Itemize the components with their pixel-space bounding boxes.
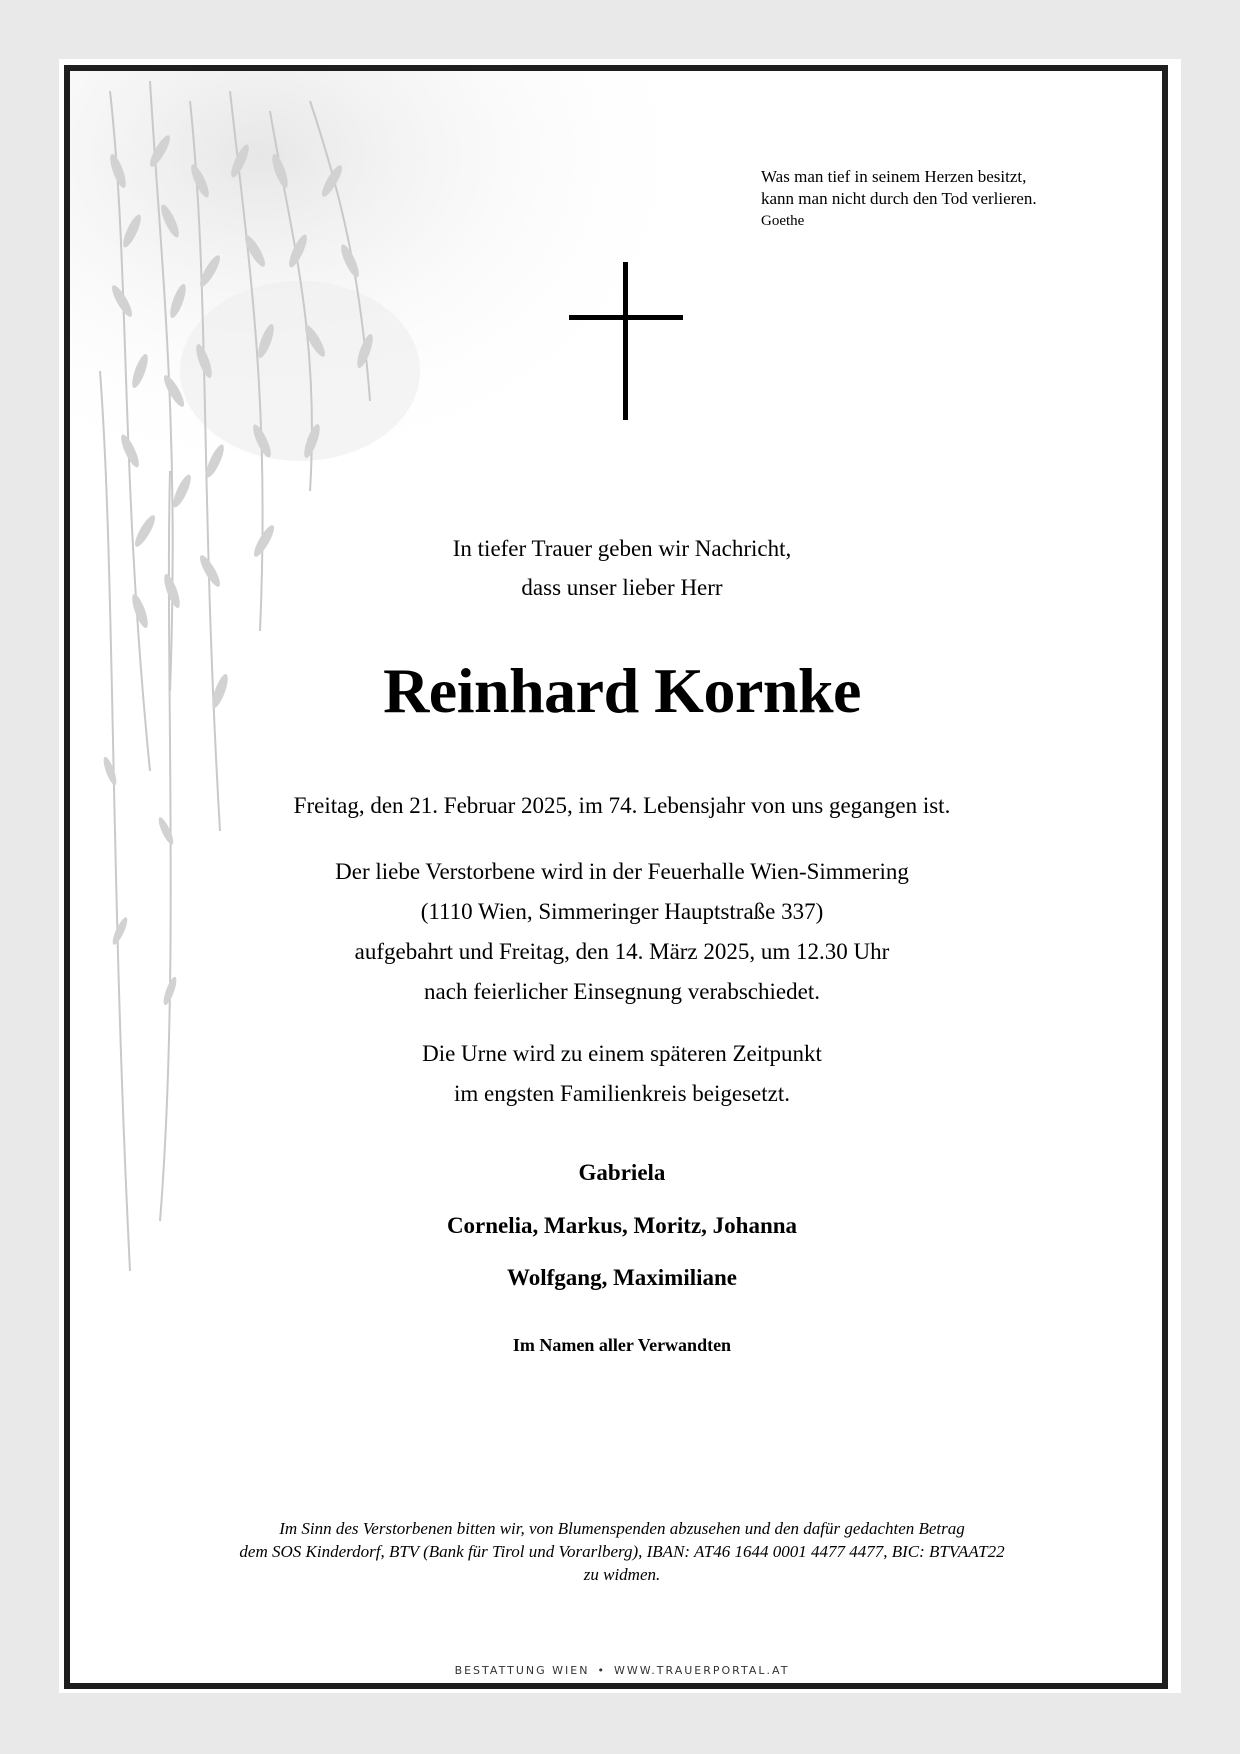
footer-separator: • (597, 1664, 606, 1677)
deceased-name: Reinhard Kornke (383, 655, 861, 726)
mourner-line: Cornelia, Markus, Moritz, Johanna (446, 1213, 798, 1238)
intro-text (70, 529, 1168, 607)
quote-author: Goethe (761, 213, 805, 229)
quote-line-2: kann man nicht durch den Tod verlieren. (761, 189, 1037, 208)
urn-line: Die Urne wird zu einem späteren Zeitpunkt (422, 1041, 822, 1066)
goethe-quote (761, 166, 1121, 232)
donation-line: dem SOS Kinderdorf, BTV (Bank für Tirol und Vorarlberg), IBAN: AT46 1644 0001 4477 4477, BIC: BTVAAT22 (239, 1542, 1005, 1561)
urn-details (70, 1034, 1168, 1114)
ceremony-line: (1110 Wien, Simmeringer Hauptstraße 337) (420, 899, 824, 924)
ceremony-line: nach feierlicher Einsegnung verabschiedet. (424, 979, 820, 1004)
ceremony-details (70, 852, 1168, 1012)
ceremony-line: aufgebahrt und Freitag, den 14. März 2025, um 12.30 Uhr (354, 939, 890, 964)
intro-line-2: dass unser lieber Herr (521, 575, 723, 600)
obituary-frame (64, 65, 1168, 1689)
quote-line-1: Was man tief in seinem Herzen besitzt, (761, 167, 1027, 186)
footer-company: BESTATTUNG WIEN (454, 1664, 590, 1677)
footer-website-link[interactable]: WWW.TRAUERPORTAL.AT (613, 1664, 790, 1677)
donation-line: zu widmen. (583, 1565, 661, 1584)
intro-line-1: In tiefer Trauer geben wir Nachricht, (452, 536, 792, 561)
donation-line: Im Sinn des Verstorbenen bitten wir, von Blumenspenden abzusehen und den dafür gedachten Betrag (279, 1519, 965, 1538)
ceremony-line: Der liebe Verstorbene wird in der Feuerhalle Wien-Simmering (335, 859, 909, 884)
relatives-note: Im Namen aller Verwandten (512, 1335, 732, 1355)
footer-credit (70, 1664, 1168, 1678)
death-date-line: Freitag, den 21. Februar 2025, im 74. Lebensjahr von uns gegangen ist. (293, 793, 951, 818)
mourner-line: Gabriela (578, 1160, 666, 1185)
urn-line: im engsten Familienkreis beigesetzt. (454, 1081, 790, 1106)
mourner-line: Wolfgang, Maximiliane (507, 1265, 737, 1290)
donation-request (70, 1517, 1168, 1586)
cross-icon (569, 262, 683, 420)
